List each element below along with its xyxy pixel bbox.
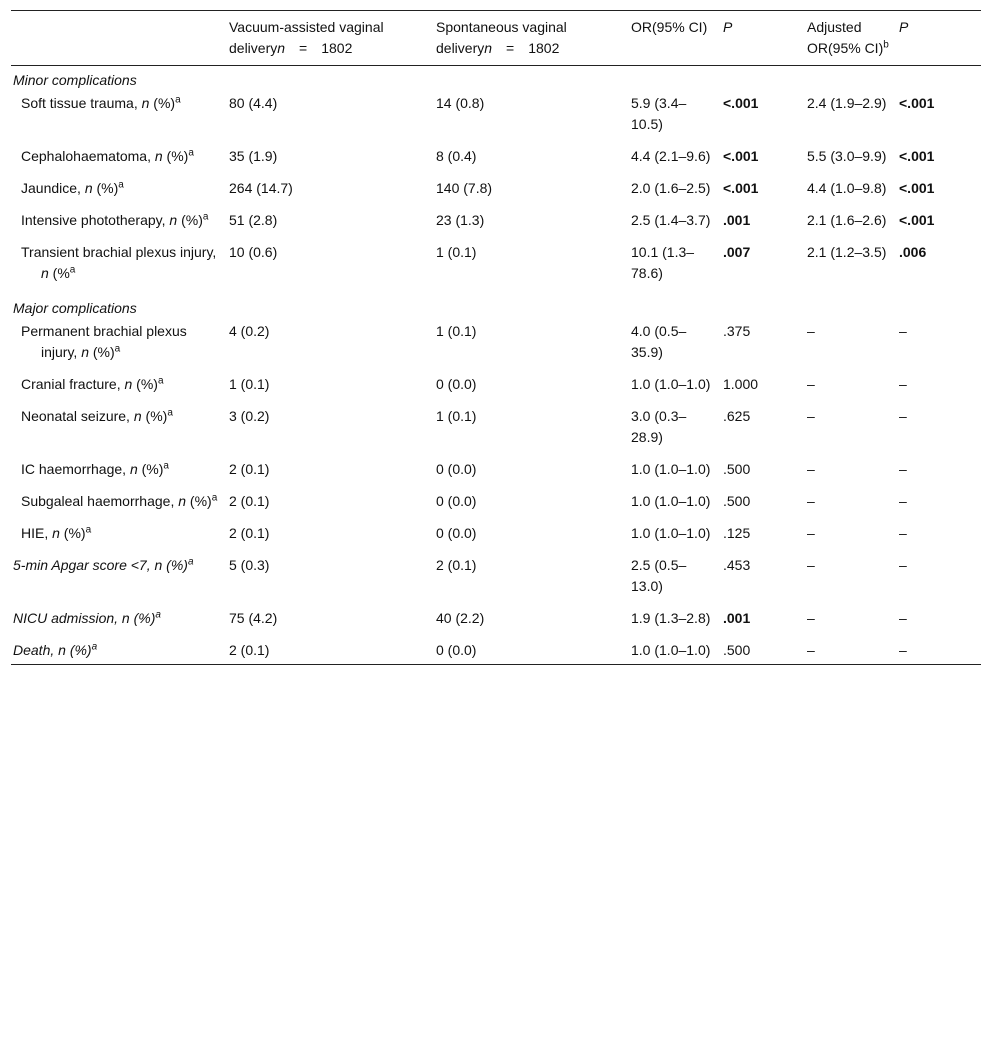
row-label: [11, 241, 227, 294]
or-value: 1.0 (1.0–1.0): [631, 493, 711, 509]
table-row: [11, 92, 981, 145]
unit-pct: (%): [149, 95, 176, 111]
footnote-a: a: [157, 375, 164, 387]
footnote-a: a: [167, 407, 173, 419]
neonatal-complications-table: [11, 10, 981, 665]
section-label: Minor complications: [13, 72, 137, 88]
unit-pct: (%): [89, 344, 115, 360]
row-label: [11, 209, 227, 241]
unit-n: n: [81, 344, 89, 360]
p-value: <.001: [723, 180, 759, 196]
spontaneous-value: 140 (7.8): [436, 180, 493, 196]
spontaneous-value: 0 (0.0): [436, 525, 477, 541]
vacuum-value: 5 (0.3): [229, 557, 270, 573]
unit-pct: (%): [92, 180, 119, 196]
table-row: [11, 373, 981, 405]
p-value: .500: [723, 461, 751, 477]
table-row: [11, 490, 981, 522]
vacuum-value: 2 (0.1): [229, 493, 270, 509]
header-adjusted-p: P: [899, 19, 909, 35]
adjusted-or-value: 5.5 (3.0–9.9): [807, 148, 887, 164]
row-label-text: NICU admission, n (%): [13, 610, 156, 626]
adjusted-or-value: –: [807, 408, 815, 424]
header-or: OR(95% CI): [631, 19, 708, 35]
row-label-text: Subgaleal haemorrhage,: [21, 493, 179, 509]
row-label-text: IC haemorrhage,: [21, 461, 130, 477]
or-value: 10.1 (1.3–78.6): [631, 244, 695, 281]
footnote-a: a: [202, 211, 209, 223]
row-label: [11, 405, 227, 458]
table-row: [11, 145, 981, 177]
adjusted-p-value: <.001: [899, 148, 935, 164]
p-value: .500: [723, 642, 751, 658]
adjusted-or-value: 4.4 (1.0–9.8): [807, 180, 887, 196]
or-value: 1.9 (1.3–2.8): [631, 610, 711, 626]
row-label: [11, 639, 227, 665]
adjusted-or-value: 2.1 (1.2–3.5): [807, 244, 887, 260]
row-label-text: Death, n (%): [13, 642, 92, 658]
row-label: [11, 522, 227, 554]
unit-n: n: [124, 376, 133, 392]
unit-pct: (%): [132, 376, 158, 392]
footnote-a: a: [187, 556, 194, 568]
adjusted-p-value: –: [899, 525, 907, 541]
table-row: [11, 405, 981, 458]
adjusted-or-value: –: [807, 525, 815, 541]
or-value: 3.0 (0.3–28.9): [631, 408, 687, 445]
unit-pct: (%): [141, 408, 168, 424]
row-label-text: Cranial fracture,: [21, 376, 125, 392]
adjusted-or-value: –: [807, 557, 815, 573]
unit-pct: (%): [186, 493, 212, 509]
spontaneous-value: 23 (1.3): [436, 212, 485, 228]
row-label-text: 5-min Apgar score <7, n (%): [13, 557, 188, 573]
table-row: [11, 177, 981, 209]
adjusted-p-value: –: [899, 557, 907, 573]
table-row: [11, 320, 981, 373]
footnote-a: a: [69, 264, 76, 276]
unit-pct: (%): [162, 148, 189, 164]
row-label-text: HIE,: [21, 525, 53, 541]
adjusted-p-value: –: [899, 376, 907, 392]
section-major-complications: [11, 294, 981, 320]
p-value: <.001: [723, 148, 759, 164]
vacuum-value: 35 (1.9): [229, 148, 278, 164]
unit-pct: (%): [59, 525, 86, 541]
adjusted-or-value: –: [807, 376, 815, 392]
p-value: 1.000: [723, 376, 759, 392]
unit-n: n: [41, 265, 49, 281]
adjusted-p-value: –: [899, 610, 907, 626]
unit-n: n: [154, 148, 163, 164]
adjusted-p-value: <.001: [899, 95, 935, 111]
or-value: 2.0 (1.6–2.5): [631, 180, 711, 196]
row-label-text: Intensive phototherapy,: [21, 212, 170, 228]
adjusted-p-value: –: [899, 493, 907, 509]
header-row: [11, 11, 981, 66]
row-label: [11, 320, 227, 373]
row-label: [11, 177, 227, 209]
row-label-text: Transient brachial plexus injury,: [21, 244, 217, 260]
header-vacuum-assisted: Vacuum-assisted vaginal deliveryn = 1802: [229, 19, 384, 56]
p-value: .001: [723, 610, 751, 626]
table-row: [11, 607, 981, 639]
or-value: 1.0 (1.0–1.0): [631, 461, 711, 477]
spontaneous-value: 14 (0.8): [436, 95, 485, 111]
vacuum-value: 2 (0.1): [229, 525, 270, 541]
spontaneous-value: 0 (0.0): [436, 376, 477, 392]
or-value: 2.5 (1.4–3.7): [631, 212, 711, 228]
unit-n: n: [84, 180, 93, 196]
table-row: [11, 554, 981, 607]
adjusted-p-value: .006: [899, 244, 927, 260]
unit-pct: (%): [137, 461, 164, 477]
spontaneous-value: 2 (0.1): [436, 557, 477, 573]
unit-n: n: [169, 212, 178, 228]
unit-n: n: [129, 461, 138, 477]
adjusted-p-value: –: [899, 461, 907, 477]
section-label: Major complications: [13, 300, 137, 316]
table-row: [11, 209, 981, 241]
spontaneous-value: 1 (0.1): [436, 408, 477, 424]
adjusted-p-value: <.001: [899, 212, 935, 228]
unit-pct: (%: [48, 265, 70, 281]
adjusted-or-value: 2.1 (1.6–2.6): [807, 212, 887, 228]
footnote-a: a: [188, 147, 194, 159]
vacuum-value: 51 (2.8): [229, 212, 278, 228]
adjusted-p-value: –: [899, 323, 907, 339]
header-p: P: [723, 19, 733, 35]
adjusted-p-value: <.001: [899, 180, 935, 196]
spontaneous-value: 40 (2.2): [436, 610, 485, 626]
row-label-text: Neonatal seizure,: [21, 408, 134, 424]
table-row: [11, 458, 981, 490]
section-minor-complications: [11, 66, 981, 93]
or-value: 1.0 (1.0–1.0): [631, 376, 711, 392]
vacuum-value: 80 (4.4): [229, 95, 278, 111]
unit-n: n: [141, 95, 150, 111]
vacuum-value: 2 (0.1): [229, 461, 270, 477]
or-value: 1.0 (1.0–1.0): [631, 525, 711, 541]
adjusted-or-value: –: [807, 642, 815, 658]
or-value: 1.0 (1.0–1.0): [631, 642, 711, 658]
spontaneous-value: 0 (0.0): [436, 493, 477, 509]
adjusted-or-value: –: [807, 610, 815, 626]
unit-n: n: [178, 493, 187, 509]
vacuum-value: 2 (0.1): [229, 642, 270, 658]
adjusted-p-value: –: [899, 642, 907, 658]
footnote-a: a: [118, 179, 124, 191]
or-value: 5.9 (3.4–10.5): [631, 95, 687, 132]
footnote-a: a: [175, 94, 181, 106]
footnote-a: a: [155, 609, 161, 621]
or-value: 4.4 (2.1–9.6): [631, 148, 711, 164]
row-label: [11, 145, 227, 177]
p-value: .001: [723, 212, 751, 228]
adjusted-or-value: –: [807, 323, 815, 339]
p-value: .453: [723, 557, 751, 573]
footnote-a: a: [85, 524, 92, 536]
header-empty: [11, 11, 227, 66]
results-table-container: [11, 10, 981, 665]
vacuum-value: 3 (0.2): [229, 408, 270, 424]
p-value: <.001: [723, 95, 759, 111]
row-label: [11, 607, 227, 639]
row-label: [11, 490, 227, 522]
p-value: .375: [723, 323, 751, 339]
row-label: [11, 373, 227, 405]
p-value: .625: [723, 408, 751, 424]
spontaneous-value: 0 (0.0): [436, 642, 477, 658]
p-value: .007: [723, 244, 751, 260]
table-row: [11, 522, 981, 554]
unit-n: n: [52, 525, 60, 541]
header-adjusted-or: Adjusted OR(95% CI)$^b$: [807, 19, 889, 56]
adjusted-p-value: –: [899, 408, 907, 424]
footnote-a: a: [163, 460, 169, 472]
row-label-text: Soft tissue trauma,: [21, 95, 142, 111]
p-value: .500: [723, 493, 751, 509]
vacuum-value: 4 (0.2): [229, 323, 270, 339]
spontaneous-value: 0 (0.0): [436, 461, 477, 477]
footnote-a: a: [211, 492, 218, 504]
vacuum-value: 264 (14.7): [229, 180, 293, 196]
unit-pct: (%): [177, 212, 203, 228]
vacuum-value: 1 (0.1): [229, 376, 270, 392]
row-label: [11, 92, 227, 145]
p-value: .125: [723, 525, 751, 541]
row-label-text: Cephalohaematoma,: [21, 148, 155, 164]
unit-n: n: [133, 408, 142, 424]
vacuum-value: 10 (0.6): [229, 244, 278, 260]
adjusted-or-value: 2.4 (1.9–2.9): [807, 95, 887, 111]
adjusted-or-value: –: [807, 461, 815, 477]
row-label: [11, 554, 227, 607]
header-spontaneous: Spontaneous vaginal deliveryn = 1802: [436, 19, 567, 56]
spontaneous-value: 1 (0.1): [436, 244, 477, 260]
footnote-a: a: [91, 641, 98, 653]
vacuum-value: 75 (4.2): [229, 610, 278, 626]
row-label-text: Jaundice,: [21, 180, 85, 196]
or-value: 2.5 (0.5–13.0): [631, 557, 687, 594]
table-row: [11, 639, 981, 665]
footnote-a: a: [114, 343, 121, 355]
row-label: [11, 458, 227, 490]
row-label-text: Permanent brachial plexus injury,: [21, 323, 187, 360]
or-value: 4.0 (0.5–35.9): [631, 323, 687, 360]
spontaneous-value: 8 (0.4): [436, 148, 477, 164]
adjusted-or-value: –: [807, 493, 815, 509]
table-row: [11, 241, 981, 294]
spontaneous-value: 1 (0.1): [436, 323, 477, 339]
